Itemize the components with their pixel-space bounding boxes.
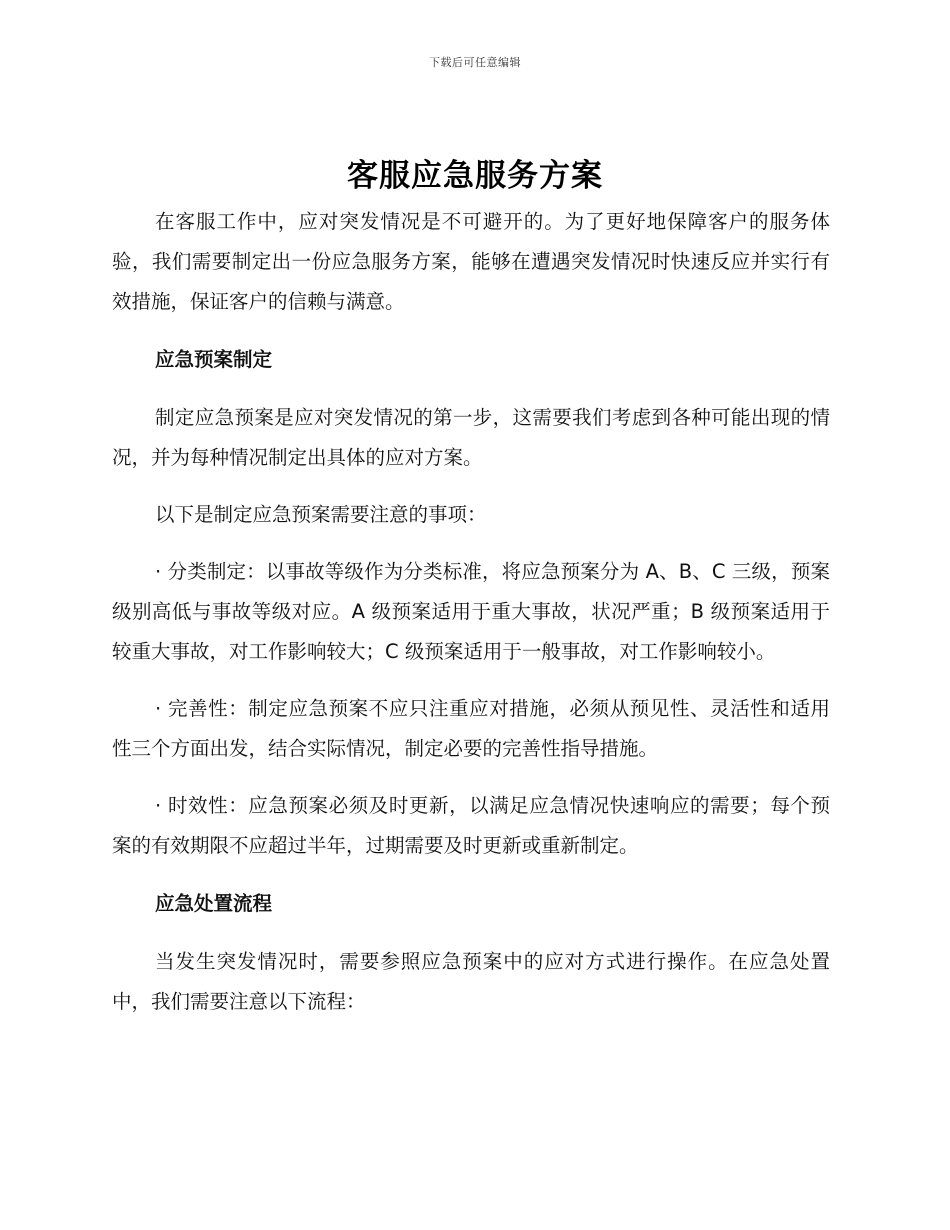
bullet-classification: · 分类制定：以事故等级作为分类标准，将应急预案分为 A、B、C 三级，预案级别高低与事故等级对应。A 级预案适用于重大事故，状况严重；B 级预案适用于较重大事故，对工作影响较大；C 级预案适用于一般事故，对工作影响较小。 [112,560,830,663]
section-heading-process: 应急处置流程 [155,892,273,915]
plan-notes-intro: 以下是制定应急预案需要注意的事项： [155,503,487,526]
bullet-timeliness: · 时效性：应急预案必须及时更新，以满足应急情况快速响应的需要；每个预案的有效期限不应超过半年，过期需要及时更新或重新制定。 [112,794,830,857]
section-heading-plan: 应急预案制定 [155,348,273,371]
process-paragraph: 当发生突发情况时，需要参照应急预案中的应对方式进行操作。在应急处置中，我们需要注意以下流程： [112,950,830,1013]
plan-paragraph: 制定应急预案是应对突发情况的第一步，这需要我们考虑到各种可能出现的情况，并为每种情况制定出具体的应对方案。 [112,406,830,469]
header-note: 下载后可任意编辑 [429,56,521,69]
document-title: 客服应急服务方案 [347,158,603,194]
document-body [112,202,830,1022]
bullet-completeness: · 完善性：制定应急预案不应只注重应对措施，必须从预见性、灵活性和适用性三个方面出发，结合实际情况，制定必要的完善性指导措施。 [112,697,830,760]
intro-paragraph: 在客服工作中，应对突发情况是不可避开的。为了更好地保障客户的服务体验，我们需要制定出一份应急服务方案，能够在遭遇突发情况时快速反应并实行有效措施，保证客户的信赖与满意。 [112,210,830,313]
